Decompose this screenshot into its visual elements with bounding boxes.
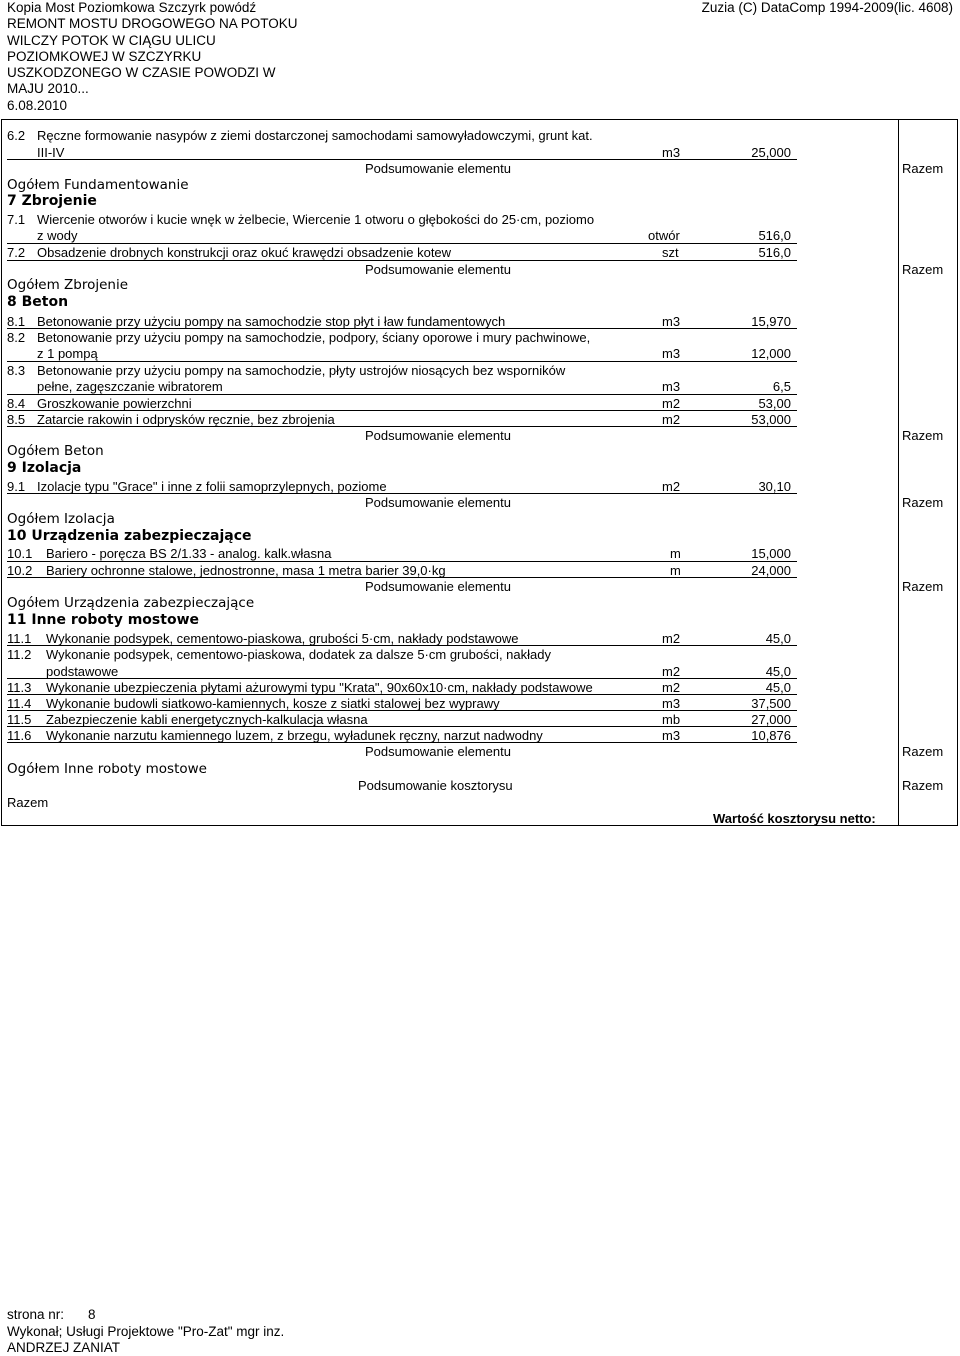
element-summary: Podsumowanie elementu bbox=[365, 428, 511, 443]
row-underline bbox=[7, 645, 797, 646]
item-quantity: 45,0 bbox=[765, 631, 791, 646]
item-quantity: 24,000 bbox=[751, 563, 791, 578]
item-description: z 1 pompą bbox=[37, 346, 98, 361]
razem-label: Razem bbox=[902, 262, 944, 277]
page-number-label: strona nr: bbox=[7, 1307, 65, 1322]
section-total: Ogółem Beton bbox=[7, 443, 104, 459]
author-name: ANDRZEJ ZANIAT bbox=[7, 1340, 121, 1355]
item-description: Wykonanie budowli siatkowo-kamiennych, kosze z siatki stalowej bez wyprawy bbox=[46, 696, 500, 711]
item-description: Betonowanie przy użyciu pompy na samochodzie, płyty ustrojów niosących bez wsporników bbox=[37, 363, 566, 378]
element-summary: Podsumowanie elementu bbox=[365, 161, 511, 176]
item-number: 11.5 bbox=[7, 712, 32, 727]
razem-label: Razem bbox=[902, 495, 944, 510]
razem-label: Razem bbox=[902, 579, 944, 594]
item-description: Groszkowanie powierzchni bbox=[37, 396, 192, 411]
item-unit: m3 bbox=[662, 346, 681, 361]
item-unit: m3 bbox=[662, 379, 681, 394]
item-description: Wykonanie ubezpieczenia płytami ażurowymi typu "Krata", 90x60x10·cm, nakłady podstawowe bbox=[46, 680, 593, 695]
section-total: Ogółem Zbrojenie bbox=[7, 277, 129, 293]
item-description: Wykonanie podsypek, cementowo-piaskowa, dodatek za dalsze 5·cm grubości, nakłady bbox=[46, 647, 551, 662]
item-quantity: 15,000 bbox=[751, 546, 791, 561]
section-total: Ogółem Inne roboty mostowe bbox=[7, 761, 207, 777]
item-number: 9.1 bbox=[7, 479, 26, 494]
column-divider bbox=[898, 120, 899, 825]
item-quantity: 45,0 bbox=[765, 664, 791, 679]
item-number: 11.2 bbox=[7, 647, 32, 662]
razem-label: Razem bbox=[7, 795, 49, 810]
item-description: Zabezpieczenie kabli energetycznych-kalkulacja własna bbox=[46, 712, 368, 727]
item-unit: otwór bbox=[648, 228, 680, 243]
item-unit: m2 bbox=[662, 664, 681, 679]
item-description: Zatarcie rakowin i odprysków ręcznie, bez zbrojenia bbox=[37, 412, 335, 427]
header-line: Kopia Most Poziomkowa Szczyrk powódź bbox=[7, 0, 257, 15]
row-underline bbox=[7, 726, 797, 727]
item-description: Ręczne formowanie nasypów z ziemi dostarczonej samochodami samowyładowczymi, grunt kat. bbox=[37, 128, 593, 143]
item-description: Izolacje typu "Grace" i inne z folii samoprzylepnych, poziome bbox=[37, 479, 387, 494]
item-description: III-IV bbox=[37, 145, 65, 160]
section-total: Ogółem Izolacja bbox=[7, 511, 115, 527]
row-underline bbox=[7, 678, 797, 679]
item-quantity: 53,00 bbox=[758, 396, 791, 411]
header-title bbox=[7, 0, 298, 114]
razem-label: Razem bbox=[902, 744, 944, 759]
row-underline bbox=[7, 710, 797, 711]
element-summary: Podsumowanie elementu bbox=[365, 744, 511, 759]
item-unit: mb bbox=[662, 712, 681, 727]
item-description: Wiercenie otworów i kucie wnęk w żelbecie, Wiercenie 1 otworu o głębokości do 25·cm, poziomo bbox=[37, 212, 595, 227]
item-unit: m3 bbox=[662, 314, 681, 329]
item-quantity: 12,000 bbox=[751, 346, 791, 361]
item-number: 11.1 bbox=[7, 631, 32, 646]
item-number: 7.2 bbox=[7, 245, 26, 260]
row-underline bbox=[7, 426, 797, 427]
item-description: z wody bbox=[37, 228, 78, 243]
row-underline bbox=[7, 328, 797, 329]
section-total: Ogółem Urządzenia zabezpieczające bbox=[7, 595, 255, 611]
item-description: Bariero - poręcza BS 2/1.33 - analog. kalk.własna bbox=[46, 546, 332, 561]
section-heading: 10 Urządzenia zabezpieczające bbox=[7, 528, 252, 544]
item-quantity: 53,000 bbox=[751, 412, 791, 427]
item-description: Betonowanie przy użyciu pompy na samochodzie, podpory, ściany oporowe i mury pachwinowe, bbox=[37, 330, 591, 345]
header-line: MAJU 2010... bbox=[7, 81, 89, 97]
item-unit: m2 bbox=[662, 412, 681, 427]
item-number: 11.3 bbox=[7, 680, 32, 695]
razem-label: Razem bbox=[902, 161, 944, 176]
element-summary: Podsumowanie elementu bbox=[365, 579, 511, 594]
item-unit: m2 bbox=[662, 479, 681, 494]
item-number: 8.1 bbox=[7, 314, 26, 329]
row-underline bbox=[7, 742, 797, 743]
item-unit: m2 bbox=[662, 631, 681, 646]
row-underline bbox=[7, 694, 797, 695]
section-heading: 9 Izolacja bbox=[7, 460, 82, 476]
software-credit: Zuzia (C) DataComp 1994-2009(lic. 4608) bbox=[701, 0, 953, 15]
item-description: Betonowanie przy użyciu pompy na samochodzie stop płyt i ław fundamentowych bbox=[37, 314, 506, 329]
row-underline bbox=[7, 561, 797, 562]
item-unit: m bbox=[670, 546, 681, 561]
row-underline bbox=[7, 493, 797, 494]
item-number: 6.2 bbox=[7, 128, 26, 143]
item-number: 8.2 bbox=[7, 330, 26, 345]
item-quantity: 6,5 bbox=[772, 379, 791, 394]
item-description: Bariery ochronne stalowe, jednostronne, masa 1 metra barier 39,0·kg bbox=[46, 563, 446, 578]
section-heading: 7 Zbrojenie bbox=[7, 193, 97, 209]
item-quantity: 516,0 bbox=[758, 245, 791, 260]
header-line: USZKODZONEGO W CZASIE POWODZI W bbox=[7, 65, 276, 81]
item-quantity: 45,0 bbox=[765, 680, 791, 695]
item-quantity: 37,500 bbox=[751, 696, 791, 711]
header-line: WILCZY POTOK W CIĄGU ULICU bbox=[7, 32, 216, 48]
item-number: 11.6 bbox=[7, 728, 32, 743]
header-line: REMONT MOSTU DROGOWEGO NA POTOKU bbox=[7, 16, 298, 32]
item-number: 8.4 bbox=[7, 396, 26, 411]
section-heading: 11 Inne roboty mostowe bbox=[7, 612, 200, 628]
item-quantity: 15,970 bbox=[751, 314, 791, 329]
item-number: 7.1 bbox=[7, 212, 26, 227]
element-summary: Podsumowanie elementu bbox=[365, 262, 511, 277]
estimate-summary: Podsumowanie kosztorysu bbox=[358, 778, 513, 793]
item-unit: m2 bbox=[662, 396, 681, 411]
item-description: podstawowe bbox=[46, 664, 119, 679]
row-underline bbox=[7, 361, 797, 362]
item-description: pełne, zagęszczanie wibratorem bbox=[37, 379, 223, 394]
item-number: 8.5 bbox=[7, 412, 26, 427]
item-unit: m3 bbox=[662, 696, 681, 711]
item-description: Wykonanie narzutu kamiennego luzem, z brzegu, wyładunek ręczny, narzut nadwodny bbox=[46, 728, 543, 743]
row-underline bbox=[7, 243, 797, 244]
section-heading: 8 Beton bbox=[7, 294, 69, 310]
item-unit: m2 bbox=[662, 680, 681, 695]
item-quantity: 10,876 bbox=[751, 728, 791, 743]
item-number: 10.1 bbox=[7, 546, 33, 561]
razem-label: Razem bbox=[902, 778, 944, 793]
page-number-value: 8 bbox=[88, 1307, 96, 1322]
item-unit: m bbox=[670, 563, 681, 578]
item-quantity: 516,0 bbox=[758, 228, 791, 243]
element-summary: Podsumowanie elementu bbox=[365, 495, 511, 510]
header-line: POZIOMKOWEJ W SZCZYRKU bbox=[7, 48, 202, 64]
item-description: Wykonanie podsypek, cementowo-piaskowa, grubości 5·cm, nakłady podstawowe bbox=[46, 631, 519, 646]
item-number: 11.4 bbox=[7, 696, 32, 711]
row-underline bbox=[7, 159, 797, 160]
item-description: Obsadzenie drobnych konstrukcji oraz okuć krawędzi obsadzenie kotew bbox=[37, 245, 452, 260]
item-quantity: 27,000 bbox=[751, 712, 791, 727]
item-number: 10.2 bbox=[7, 563, 33, 578]
page-number bbox=[7, 1306, 96, 1323]
item-quantity: 25,000 bbox=[751, 145, 791, 160]
row-underline bbox=[7, 394, 797, 395]
item-number: 8.3 bbox=[7, 363, 26, 378]
section-total: Ogółem Fundamentowanie bbox=[7, 177, 189, 193]
header-date: 6.08.2010 bbox=[7, 97, 68, 113]
row-underline bbox=[7, 260, 797, 261]
item-unit: szt bbox=[662, 245, 679, 260]
item-unit: m3 bbox=[662, 728, 681, 743]
row-underline bbox=[7, 577, 797, 578]
item-unit: m3 bbox=[662, 145, 681, 160]
razem-label: Razem bbox=[902, 428, 944, 443]
prepared-by: Wykonał; Usługi Projektowe "Pro-Zat" mgr inz. bbox=[7, 1324, 285, 1339]
item-quantity: 30,10 bbox=[758, 479, 791, 494]
net-value-label: Wartość kosztorysu netto: bbox=[713, 811, 876, 826]
row-underline bbox=[7, 410, 797, 411]
